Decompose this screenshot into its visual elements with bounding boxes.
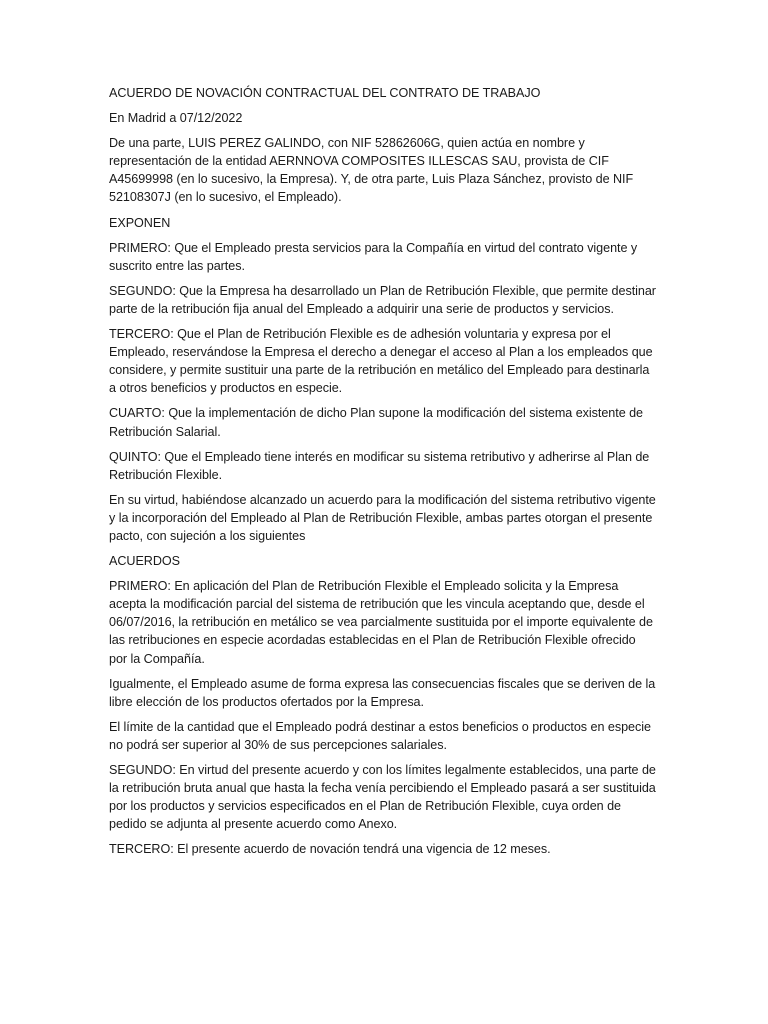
date-line: En Madrid a 07/12/2022 bbox=[109, 111, 243, 126]
document-title: ACUERDO DE NOVACIÓN CONTRACTUAL DEL CONTRATO DE TRABAJO bbox=[109, 86, 541, 100]
exponen-conclusion: En su virtud, habiéndose alcanzado un acuerdo para la modificación del sistema retributivo vigente y la incorporación del Empleado al Plan de Retribución Flexible, ambas partes otorgan el presente pacto, con sujeción a los siguientes bbox=[109, 492, 656, 543]
acuerdo-tercero: TERCERO: El presente acuerdo de novación tendrá una vigencia de 12 meses. bbox=[109, 842, 551, 857]
acuerdo-primero: PRIMERO: En aplicación del Plan de Retribución Flexible el Empleado solicita y la Empresa acepta la modificación parcial del sistema de retribución que les vincula aceptando que, desde el 06/07/2016, la retribución en metálico se vea parcialmente sustituida por el importe equivalente de las retribuciones en especie acordadas establecidas en el Plan de Retribución Flexible ofrecido por la Compañía. bbox=[109, 579, 653, 666]
document-body bbox=[109, 84, 657, 865]
acuerdo-fiscal: Igualmente, el Empleado asume de forma expresa las consecuencias fiscales que se deriven de la libre elección de los productos ofertados por la Empresa. bbox=[109, 676, 656, 709]
exponen-tercero: TERCERO: Que el Plan de Retribución Flexible es de adhesión voluntaria y expresa por el Empleado, reservándose la Empresa el derecho a denegar el acceso al Plan a los empleados que considere, y permite sustituir una parte de la retribución en metálico del Empleado para destinarla a otros beneficios y productos en especie. bbox=[109, 327, 653, 396]
exponen-quinto: QUINTO: Que el Empleado tiene interés en modificar su sistema retributivo y adherirse al Plan de Retribución Flexible. bbox=[109, 449, 650, 482]
section-heading-exponen: EXPONEN bbox=[109, 215, 171, 230]
section-heading-acuerdos: ACUERDOS bbox=[109, 554, 180, 569]
exponen-segundo: SEGUNDO: Que la Empresa ha desarrollado un Plan de Retribución Flexible, que permite destinar parte de la retribución fija anual del Empleado a adquirir una serie de productos y servicios. bbox=[109, 283, 656, 316]
exponen-primero: PRIMERO: Que el Empleado presta servicios para la Compañía en virtud del contrato vigente y suscrito entre las partes. bbox=[109, 240, 638, 273]
acuerdo-limite: El límite de la cantidad que el Empleado podrá destinar a estos beneficios o productos en especie no podrá ser superior al 30% de sus percepciones salariales. bbox=[109, 719, 651, 752]
acuerdo-segundo: SEGUNDO: En virtud del presente acuerdo y con los límites legalmente establecidos, una parte de la retribución bruta anual que hasta la fecha venía percibiendo el Empleado pasará a ser sustituida por los productos y servicios especificados en el Plan de Retribución Flexible, cuya orden de pedido se adjunta al presente acuerdo como Anexo. bbox=[109, 763, 656, 832]
exponen-cuarto: CUARTO: Que la implementación de dicho Plan supone la modificación del sistema existente de Retribución Salarial. bbox=[109, 406, 644, 439]
parties-paragraph: De una parte, LUIS PEREZ GALINDO, con NIF 52862606G, quien actúa en nombre y representación de la entidad AERNNOVA COMPOSITES ILLESCAS SAU, provista de CIF A45699998 (en lo sucesivo, la Empresa). Y, de otra parte, Luis Plaza Sánchez, provisto de NIF 52108307J (en lo sucesivo, el Empleado). bbox=[109, 136, 634, 205]
